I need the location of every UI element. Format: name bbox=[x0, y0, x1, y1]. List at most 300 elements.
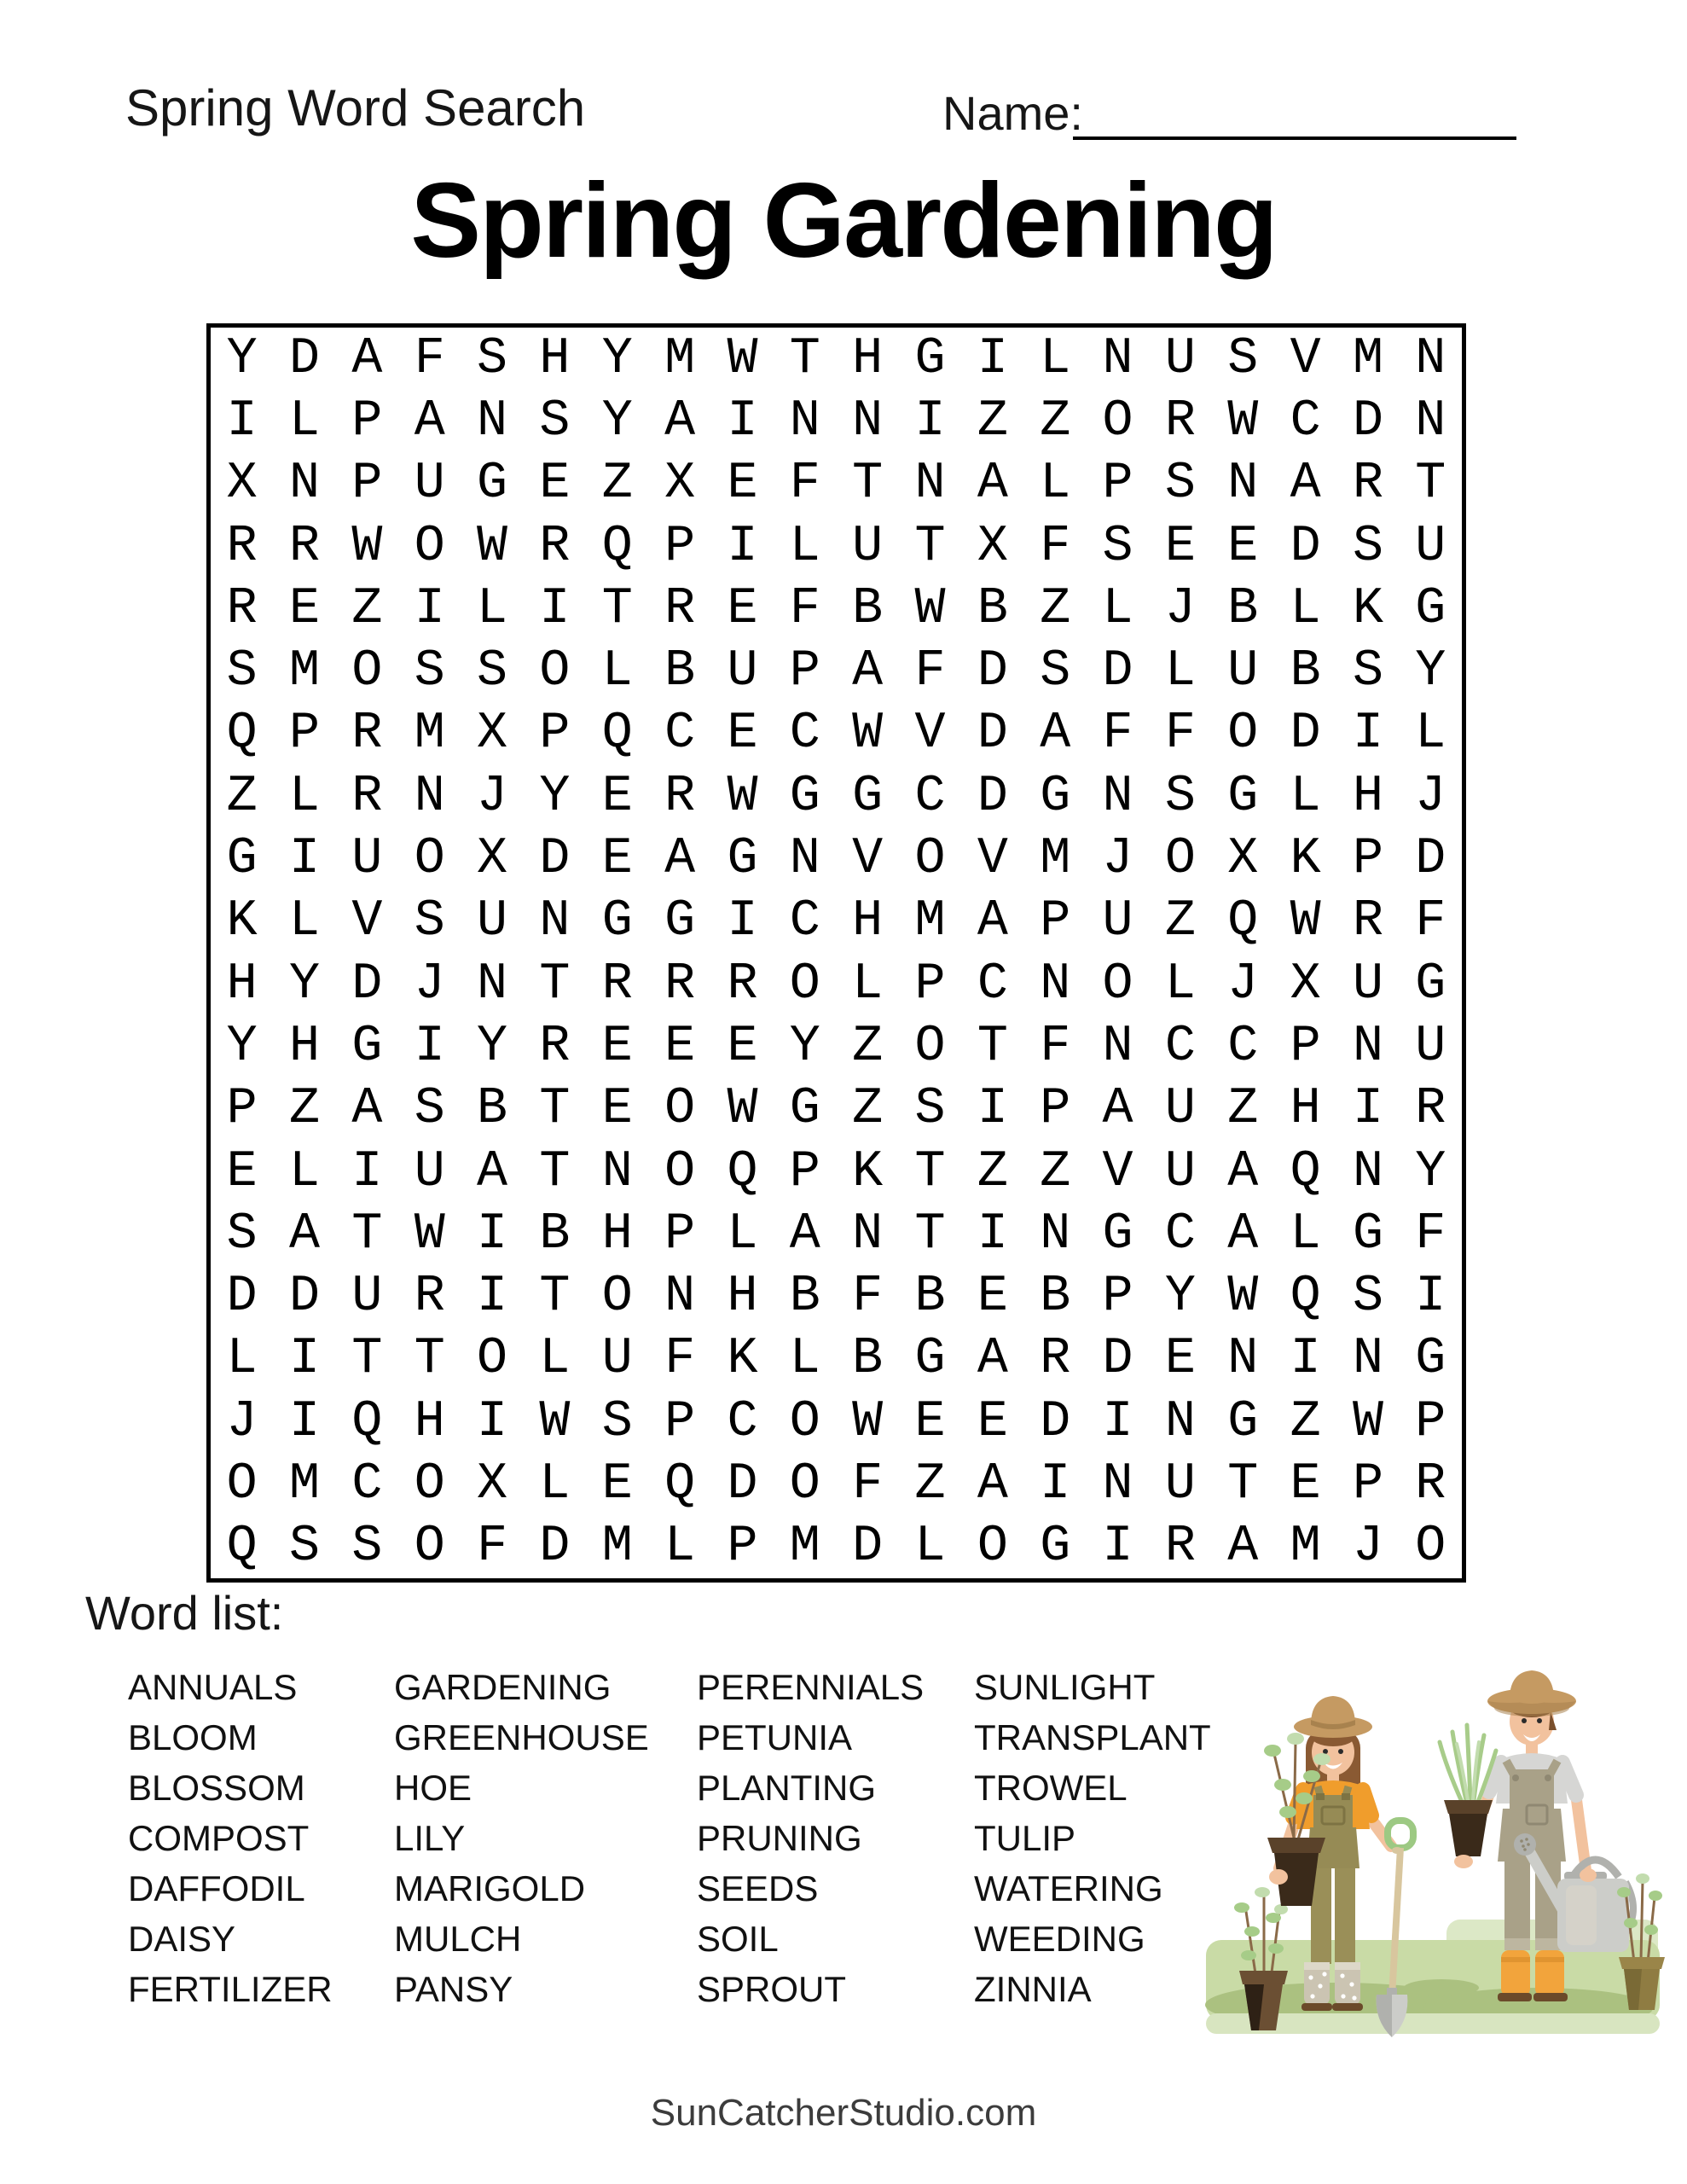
grid-cell: A bbox=[477, 1142, 508, 1201]
word-list-label: Word list: bbox=[85, 1586, 284, 1640]
grid-cell: S bbox=[226, 1205, 258, 1263]
grid-cell: T bbox=[539, 955, 571, 1014]
grid-cell: N bbox=[414, 767, 445, 826]
grid-cell: I bbox=[1290, 1330, 1321, 1389]
grid-cell: Z bbox=[226, 767, 258, 826]
grid-cell: R bbox=[1415, 1455, 1446, 1514]
grid-cell: A bbox=[977, 1455, 1008, 1514]
word-list-item: TROWEL bbox=[974, 1768, 1128, 1808]
grid-cell: I bbox=[289, 830, 321, 889]
grid-cell: F bbox=[1164, 705, 1196, 764]
grid-cell: W bbox=[1290, 892, 1321, 951]
grid-cell: R bbox=[351, 705, 383, 764]
grid-cell: B bbox=[789, 1268, 820, 1327]
grid-cell: U bbox=[414, 455, 445, 514]
grid-cell: F bbox=[414, 329, 445, 388]
grid-cell: Q bbox=[727, 1142, 758, 1201]
grid-cell: E bbox=[727, 705, 758, 764]
grid-cell: Z bbox=[1164, 892, 1196, 951]
grid-cell: W bbox=[914, 579, 946, 638]
grid-cell: Z bbox=[1040, 1142, 1071, 1201]
grid-cell: I bbox=[414, 1017, 445, 1076]
grid-cell: L bbox=[789, 517, 820, 576]
word-list-item: LILY bbox=[394, 1818, 466, 1858]
grid-cell: T bbox=[1415, 455, 1446, 514]
grid-cell: X bbox=[977, 517, 1008, 576]
grid-cell: W bbox=[539, 1392, 571, 1451]
grid-cell: C bbox=[1227, 1017, 1259, 1076]
grid-cell: I bbox=[351, 1142, 383, 1201]
grid-cell: L bbox=[1290, 1205, 1321, 1263]
grid-cell: S bbox=[1352, 1268, 1383, 1327]
grid-cell: O bbox=[539, 642, 571, 701]
grid-cell: N bbox=[1352, 1330, 1383, 1389]
grid-cell: C bbox=[1164, 1205, 1196, 1263]
grid-cell: L bbox=[1164, 642, 1196, 701]
grid-cell: T bbox=[789, 329, 820, 388]
grid-cell: W bbox=[852, 705, 884, 764]
grid-cell: L bbox=[289, 392, 321, 450]
grid-cell: N bbox=[477, 955, 508, 1014]
grid-cell: N bbox=[789, 392, 820, 450]
grid-cell: I bbox=[1352, 1080, 1383, 1139]
grid-cell: I bbox=[414, 579, 445, 638]
grid-cell: F bbox=[1102, 705, 1133, 764]
grid-cell: Q bbox=[601, 705, 633, 764]
grid-cell: F bbox=[1040, 1017, 1071, 1076]
grid-cell: Q bbox=[1290, 1268, 1321, 1327]
grid-cell: B bbox=[1290, 642, 1321, 701]
grid-cell: R bbox=[414, 1268, 445, 1327]
grid-cell: A bbox=[1290, 455, 1321, 514]
grid-cell: W bbox=[727, 329, 758, 388]
grid-cell: Y bbox=[1164, 1268, 1196, 1327]
grid-cell: L bbox=[1040, 455, 1071, 514]
word-list-column bbox=[394, 1662, 697, 2014]
grid-cell: E bbox=[727, 455, 758, 514]
grid-cell: W bbox=[1227, 1268, 1259, 1327]
grid-cell: Q bbox=[1290, 1142, 1321, 1201]
grid-cell: N bbox=[1227, 455, 1259, 514]
sheet-title: Spring Word Search bbox=[125, 79, 586, 136]
grid-cell: T bbox=[414, 1330, 445, 1389]
grid-cell: A bbox=[1040, 705, 1071, 764]
grid-cell: R bbox=[1352, 455, 1383, 514]
grid-cell: Q bbox=[351, 1392, 383, 1451]
grid-cell: N bbox=[1227, 1330, 1259, 1389]
grid-cell: W bbox=[852, 1392, 884, 1451]
grid-cell: T bbox=[914, 1205, 946, 1263]
grid-cell: T bbox=[351, 1330, 383, 1389]
grid-cell: G bbox=[852, 767, 884, 826]
grid-cell: T bbox=[914, 517, 946, 576]
grid-cell: U bbox=[1415, 1017, 1446, 1076]
grid-cell: A bbox=[664, 392, 696, 450]
grid-cell: G bbox=[351, 1017, 383, 1076]
grid-cell: M bbox=[414, 705, 445, 764]
grid-cell: M bbox=[289, 1455, 321, 1514]
grid-cell: T bbox=[351, 1205, 383, 1263]
grid-cell: S bbox=[351, 1518, 383, 1577]
grid-cell: N bbox=[1164, 1392, 1196, 1451]
word-list-column bbox=[697, 1662, 974, 2014]
grid-cell: A bbox=[414, 392, 445, 450]
grid-cell: D bbox=[1040, 1392, 1071, 1451]
grid-cell: I bbox=[977, 1205, 1008, 1263]
grid-cell: G bbox=[1102, 1205, 1133, 1263]
grid-cell: S bbox=[539, 392, 571, 450]
grid-cell: I bbox=[289, 1392, 321, 1451]
word-list-item: PRUNING bbox=[697, 1818, 862, 1858]
grid-cell: S bbox=[414, 642, 445, 701]
grid-cell: B bbox=[852, 1330, 884, 1389]
grid-cell: A bbox=[351, 1080, 383, 1139]
grid-cell: C bbox=[351, 1455, 383, 1514]
grid-cell: Z bbox=[1040, 579, 1071, 638]
grid-cell: L bbox=[1290, 579, 1321, 638]
grid-cell: G bbox=[1227, 1392, 1259, 1451]
grid-cell: O bbox=[914, 1017, 946, 1076]
grid-cell: Y bbox=[226, 1017, 258, 1076]
grid-cell: L bbox=[1102, 579, 1133, 638]
grid-cell: I bbox=[477, 1205, 508, 1263]
grid-cell: R bbox=[601, 955, 633, 1014]
grid-cell: D bbox=[539, 1518, 571, 1577]
grid-cell: L bbox=[1290, 767, 1321, 826]
grid-cell: B bbox=[1227, 579, 1259, 638]
grid-cell: L bbox=[1040, 329, 1071, 388]
grid-cell: A bbox=[977, 892, 1008, 951]
grid-cell: Y bbox=[539, 767, 571, 826]
grid-cell: L bbox=[1164, 955, 1196, 1014]
grid-cell: L bbox=[539, 1330, 571, 1389]
grid-cell: P bbox=[1352, 1455, 1383, 1514]
grid-cell: A bbox=[852, 642, 884, 701]
grid-cell: I bbox=[727, 892, 758, 951]
grid-cell: X bbox=[477, 830, 508, 889]
grid-cell: W bbox=[351, 517, 383, 576]
word-list-item: FERTILIZER bbox=[128, 1969, 333, 2009]
grid-cell: E bbox=[727, 1017, 758, 1076]
grid-cell: B bbox=[477, 1080, 508, 1139]
grid-cell: Z bbox=[977, 392, 1008, 450]
grid-cell: I bbox=[477, 1268, 508, 1327]
grid-cell: D bbox=[289, 329, 321, 388]
grid-cell: A bbox=[351, 329, 383, 388]
grid-cell: O bbox=[977, 1518, 1008, 1577]
grid-cell: L bbox=[727, 1205, 758, 1263]
word-list-item: ZINNIA bbox=[974, 1969, 1092, 2009]
grid-cell: Y bbox=[789, 1017, 820, 1076]
grid-cell: H bbox=[1352, 767, 1383, 826]
grid-cell: F bbox=[477, 1518, 508, 1577]
grid-cell: E bbox=[601, 1455, 633, 1514]
grid-cell: Q bbox=[226, 1518, 258, 1577]
word-list-item: SEEDS bbox=[697, 1868, 819, 1908]
grid-cell: O bbox=[414, 517, 445, 576]
grid-cell: C bbox=[664, 705, 696, 764]
grid-cell: S bbox=[914, 1080, 946, 1139]
grid-cell: Z bbox=[852, 1080, 884, 1139]
grid-cell: G bbox=[1352, 1205, 1383, 1263]
grid-cell: O bbox=[477, 1330, 508, 1389]
grid-cell: I bbox=[477, 1392, 508, 1451]
grid-cell: S bbox=[1164, 767, 1196, 826]
grid-cell: J bbox=[1352, 1518, 1383, 1577]
grid-cell: P bbox=[1415, 1392, 1446, 1451]
grid-cell: S bbox=[414, 892, 445, 951]
grid-cell: O bbox=[226, 1455, 258, 1514]
grid-cell: S bbox=[477, 329, 508, 388]
grid-cell: O bbox=[1227, 705, 1259, 764]
grid-cell: H bbox=[852, 329, 884, 388]
grid-cell: U bbox=[1164, 1080, 1196, 1139]
grid-cell: D bbox=[1352, 392, 1383, 450]
grid-cell: P bbox=[789, 642, 820, 701]
grid-cell: L bbox=[226, 1330, 258, 1389]
grid-cell: S bbox=[414, 1080, 445, 1139]
grid-cell: L bbox=[289, 1142, 321, 1201]
grid-cell: L bbox=[477, 579, 508, 638]
grid-cell: E bbox=[601, 1080, 633, 1139]
grid-cell: G bbox=[789, 767, 820, 826]
grid-cell: I bbox=[1102, 1392, 1133, 1451]
grid-cell: P bbox=[226, 1080, 258, 1139]
grid-cell: O bbox=[664, 1142, 696, 1201]
grid-cell: N bbox=[1352, 1017, 1383, 1076]
word-list-column bbox=[128, 1662, 394, 2014]
grid-cell: Y bbox=[1415, 642, 1446, 701]
grid-cell: I bbox=[727, 517, 758, 576]
grid-cell: G bbox=[1040, 767, 1071, 826]
grid-cell: W bbox=[477, 517, 508, 576]
grid-cell: P bbox=[539, 705, 571, 764]
grid-cell: C bbox=[977, 955, 1008, 1014]
grid-cell: I bbox=[727, 392, 758, 450]
grid-cell: Y bbox=[226, 329, 258, 388]
grid-cell: H bbox=[289, 1017, 321, 1076]
grid-cell: V bbox=[914, 705, 946, 764]
grid-cell: S bbox=[1164, 455, 1196, 514]
grid-cell: T bbox=[977, 1017, 1008, 1076]
grid-cell: E bbox=[601, 767, 633, 826]
grid-cell: P bbox=[1102, 455, 1133, 514]
grid-cell: F bbox=[914, 642, 946, 701]
grid-cell: B bbox=[852, 579, 884, 638]
grid-cell: U bbox=[1352, 955, 1383, 1014]
grid-cell: S bbox=[226, 642, 258, 701]
grid-cell: W bbox=[1227, 392, 1259, 450]
grid-cell: P bbox=[727, 1518, 758, 1577]
grid-cell: H bbox=[414, 1392, 445, 1451]
grid-cell: I bbox=[289, 1330, 321, 1389]
puzzle-title: Spring Gardening bbox=[410, 162, 1277, 280]
word-list-item: WEEDING bbox=[974, 1919, 1145, 1959]
grid-cell: G bbox=[727, 830, 758, 889]
grid-cell: B bbox=[1040, 1268, 1071, 1327]
grid-cell: I bbox=[539, 579, 571, 638]
grid-cell: T bbox=[539, 1268, 571, 1327]
grid-cell: R bbox=[1164, 392, 1196, 450]
grid-cell: J bbox=[1164, 579, 1196, 638]
grid-cell: O bbox=[1102, 955, 1133, 1014]
grid-cell: J bbox=[1227, 955, 1259, 1014]
grid-cell: D bbox=[1290, 705, 1321, 764]
grid-cell: U bbox=[1102, 892, 1133, 951]
grid-cell: J bbox=[1415, 767, 1446, 826]
grid-cell: M bbox=[789, 1518, 820, 1577]
grid-cell: T bbox=[539, 1080, 571, 1139]
grid-cell: L bbox=[289, 767, 321, 826]
grid-cell: R bbox=[1164, 1518, 1196, 1577]
grid-cell: G bbox=[914, 1330, 946, 1389]
grid-cell: B bbox=[914, 1268, 946, 1327]
grid-cell: C bbox=[1164, 1017, 1196, 1076]
grid-cell: F bbox=[1040, 517, 1071, 576]
grid-cell: V bbox=[852, 830, 884, 889]
grid-cell: N bbox=[1352, 1142, 1383, 1201]
grid-cell: S bbox=[1352, 517, 1383, 576]
grid-cell: G bbox=[1415, 955, 1446, 1014]
grid-cell: C bbox=[727, 1392, 758, 1451]
grid-cell: Z bbox=[1290, 1392, 1321, 1451]
grid-cell: R bbox=[289, 517, 321, 576]
word-list-item: WATERING bbox=[974, 1868, 1163, 1908]
grid-cell: M bbox=[664, 329, 696, 388]
grid-cell: D bbox=[727, 1455, 758, 1514]
grid-cell: I bbox=[1415, 1268, 1446, 1327]
grid-cell: R bbox=[664, 579, 696, 638]
grid-cell: N bbox=[914, 455, 946, 514]
grid-cell: V bbox=[1102, 1142, 1133, 1201]
grid-cell: M bbox=[289, 642, 321, 701]
grid-cell: H bbox=[852, 892, 884, 951]
grid-cell: X bbox=[477, 705, 508, 764]
grid-cell: X bbox=[1290, 955, 1321, 1014]
word-list-item: PANSY bbox=[394, 1969, 513, 2009]
grid-cell: O bbox=[914, 830, 946, 889]
word-list-item: HOE bbox=[394, 1768, 472, 1808]
grid-cell: O bbox=[414, 1518, 445, 1577]
name-blank-line bbox=[1073, 136, 1516, 140]
grid-cell: O bbox=[1415, 1518, 1446, 1577]
grid-cell: C bbox=[1290, 392, 1321, 450]
grid-cell: D bbox=[1415, 830, 1446, 889]
grid-cell: Z bbox=[601, 455, 633, 514]
word-list-item: TULIP bbox=[974, 1818, 1076, 1858]
grid-cell: U bbox=[1164, 1142, 1196, 1201]
grid-cell: N bbox=[1102, 329, 1133, 388]
grid-cell: S bbox=[1352, 642, 1383, 701]
grid-cell: U bbox=[727, 642, 758, 701]
grid-cell: E bbox=[977, 1268, 1008, 1327]
grid-cell: B bbox=[977, 579, 1008, 638]
grid-cell: S bbox=[477, 642, 508, 701]
grid-cell: N bbox=[477, 392, 508, 450]
grid-cell: X bbox=[1227, 830, 1259, 889]
grid-cell: G bbox=[601, 892, 633, 951]
grid-cell: U bbox=[414, 1142, 445, 1201]
grid-cell: N bbox=[1415, 329, 1446, 388]
grid-cell: Z bbox=[977, 1142, 1008, 1201]
grid-cell: B bbox=[539, 1205, 571, 1263]
grid-cell: Q bbox=[226, 705, 258, 764]
word-list-item: DAISY bbox=[128, 1919, 236, 1959]
word-list-item: DAFFODIL bbox=[128, 1868, 305, 1908]
grid-cell: E bbox=[914, 1392, 946, 1451]
grid-cell: X bbox=[226, 455, 258, 514]
grid-cell: P bbox=[789, 1142, 820, 1201]
grid-cell: D bbox=[1102, 1330, 1133, 1389]
grid-cell: C bbox=[914, 767, 946, 826]
grid-cell: F bbox=[1415, 1205, 1446, 1263]
grid-cell: F bbox=[789, 455, 820, 514]
grid-cell: E bbox=[601, 1017, 633, 1076]
grid-cell: R bbox=[226, 517, 258, 576]
grid-cell: F bbox=[789, 579, 820, 638]
grid-cell: N bbox=[1102, 1455, 1133, 1514]
word-list-item: BLOSSOM bbox=[128, 1768, 305, 1808]
grid-cell: X bbox=[477, 1455, 508, 1514]
grid-cell: O bbox=[601, 1268, 633, 1327]
grid-cell: A bbox=[1227, 1142, 1259, 1201]
grid-cell: P bbox=[1352, 830, 1383, 889]
grid-cell: Z bbox=[914, 1455, 946, 1514]
grid-cell: M bbox=[601, 1518, 633, 1577]
grid-cell: K bbox=[1290, 830, 1321, 889]
grid-cell: Z bbox=[1227, 1080, 1259, 1139]
grid-cell: F bbox=[664, 1330, 696, 1389]
grid-cell: A bbox=[1227, 1518, 1259, 1577]
grid-cell: A bbox=[789, 1205, 820, 1263]
grid-cell: U bbox=[1164, 329, 1196, 388]
grid-cell: R bbox=[664, 767, 696, 826]
word-list-item: ANNUALS bbox=[128, 1667, 298, 1707]
grid-cell: L bbox=[601, 642, 633, 701]
grid-cell: S bbox=[601, 1392, 633, 1451]
grid-cell: X bbox=[664, 455, 696, 514]
grid-cell: I bbox=[1040, 1455, 1071, 1514]
grid-cell: S bbox=[1227, 329, 1259, 388]
word-list-item: PLANTING bbox=[697, 1768, 877, 1808]
grid-cell: R bbox=[664, 955, 696, 1014]
word-list-item: TRANSPLANT bbox=[974, 1717, 1211, 1757]
grid-cell: E bbox=[1227, 517, 1259, 576]
grid-cell: H bbox=[1290, 1080, 1321, 1139]
grid-cell: S bbox=[1040, 642, 1071, 701]
grid-cell: R bbox=[539, 1017, 571, 1076]
grid-cell: Y bbox=[289, 955, 321, 1014]
grid-cell: J bbox=[1102, 830, 1133, 889]
grid-cell: E bbox=[727, 579, 758, 638]
word-list-item: COMPOST bbox=[128, 1818, 310, 1858]
grid-cell: A bbox=[977, 1330, 1008, 1389]
grid-cell: G bbox=[1227, 767, 1259, 826]
grid-cell: E bbox=[1164, 517, 1196, 576]
grid-cell: G bbox=[1415, 1330, 1446, 1389]
grid-cell: D bbox=[289, 1268, 321, 1327]
grid-cell: N bbox=[664, 1268, 696, 1327]
grid-cell: D bbox=[852, 1518, 884, 1577]
grid-cell: G bbox=[477, 455, 508, 514]
grid-cell: D bbox=[977, 705, 1008, 764]
grid-cell: R bbox=[226, 579, 258, 638]
grid-cell: R bbox=[351, 767, 383, 826]
word-list-item: SUNLIGHT bbox=[974, 1667, 1156, 1707]
grid-cell: I bbox=[914, 392, 946, 450]
grid-cell: G bbox=[914, 329, 946, 388]
grid-cell: Y bbox=[601, 329, 633, 388]
